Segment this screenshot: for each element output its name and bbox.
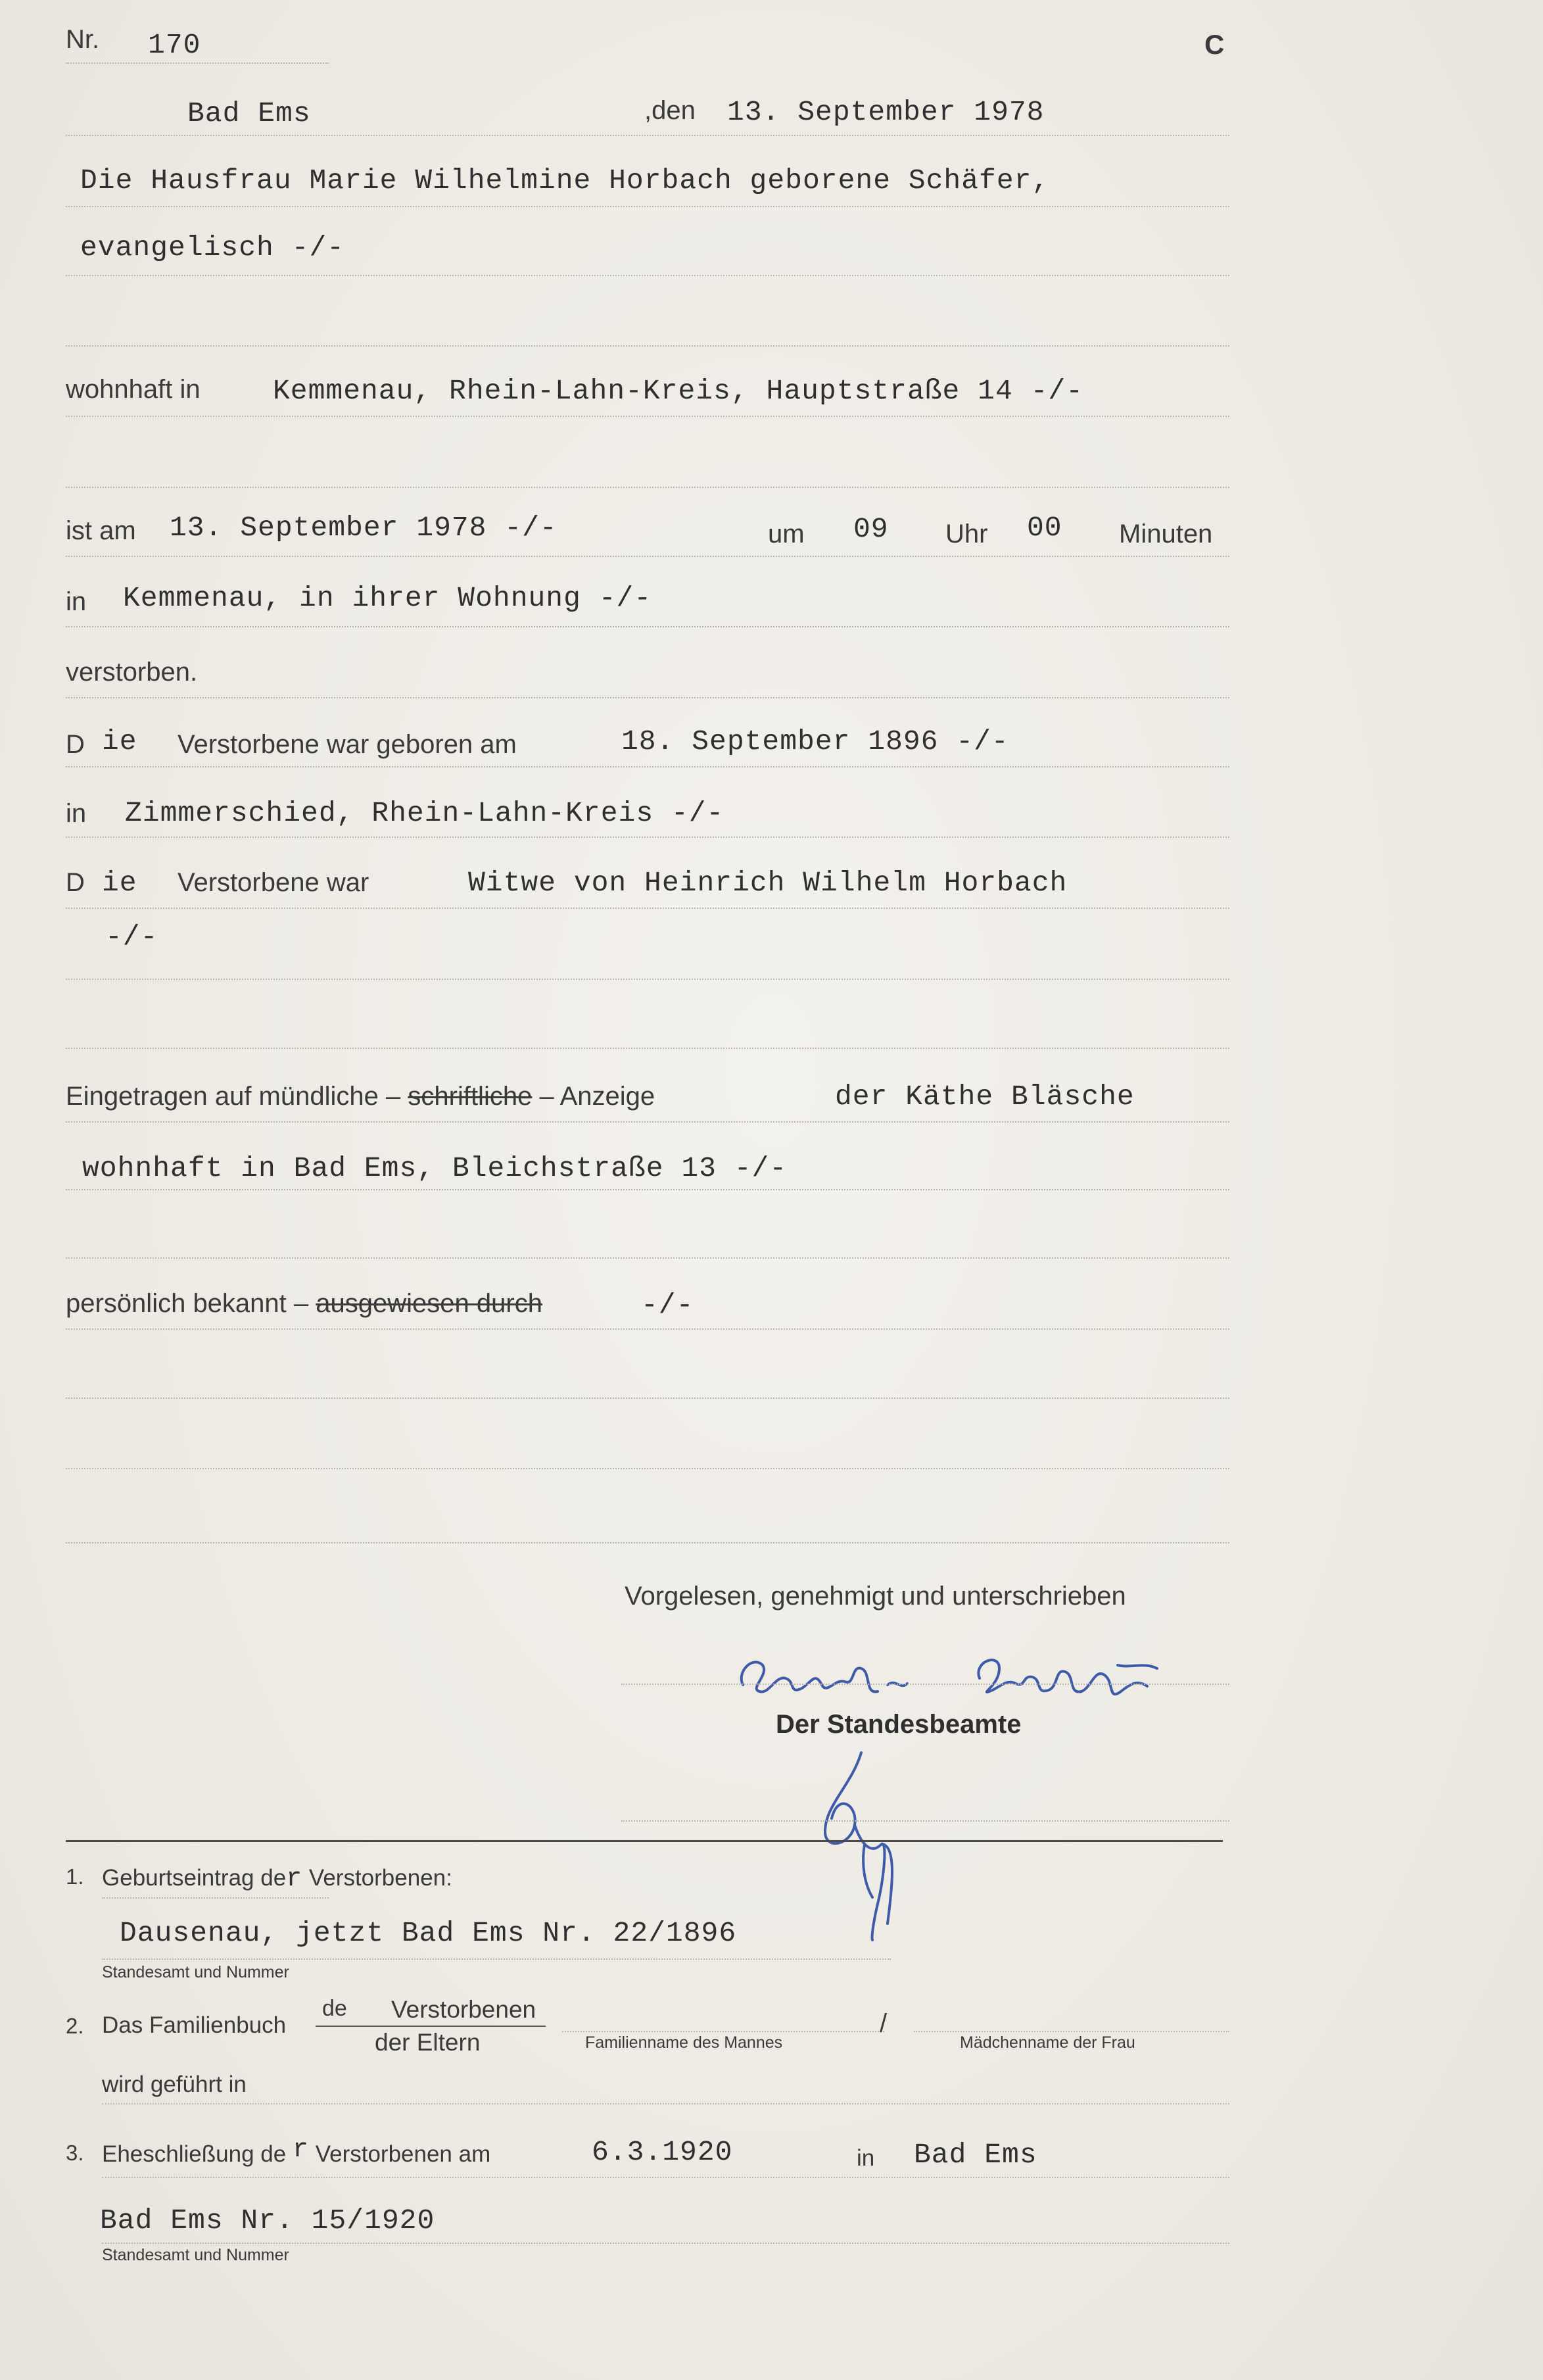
status-continuation: -/- (105, 921, 158, 953)
note-3-number: 3. (66, 2141, 84, 2165)
um-label: um (768, 520, 805, 548)
marriage-entry: Bad Ems Nr. 15/1920 (100, 2204, 435, 2237)
death-hour: 09 (853, 513, 889, 545)
closing-statement: Vorgelesen, genehmigt und unterschrieben (625, 1582, 1126, 1611)
familienbuch-de: de (322, 1996, 347, 2021)
birth-place: Zimmerschied, Rhein-Lahn-Kreis -/- (125, 797, 724, 829)
rule (66, 556, 1229, 557)
identification-value: -/- (641, 1289, 694, 1321)
d-label: D (66, 730, 85, 759)
identification-label-a: persönlich bekannt – (66, 1289, 309, 1318)
deceased-name: Die Hausfrau Marie Wilhelmine Horbach geborene Schäfer, (80, 164, 1050, 197)
report-struck-option: schriftliche (408, 1082, 533, 1111)
slash-separator: / (880, 2009, 888, 2038)
rule (66, 1048, 1229, 1049)
minuten-label: Minuten (1119, 520, 1213, 548)
rule (562, 2031, 884, 2032)
status-label: Verstorbene war (178, 868, 369, 897)
rule (621, 1684, 1229, 1685)
born-label: Verstorbene war geboren am (178, 730, 517, 759)
informant-address: wohnhaft in Bad Ems, Bleichstraße 13 -/- (82, 1152, 788, 1184)
den-label: ,den (644, 96, 696, 125)
standesamt-caption: Standesamt und Nummer (102, 1963, 289, 1981)
divider (66, 1840, 1223, 1842)
rule (66, 697, 1229, 698)
death-date-label: ist am (66, 516, 136, 545)
registry-date: 13. September 1978 (727, 96, 1045, 128)
rule (66, 275, 1229, 276)
death-minutes: 00 (1027, 512, 1062, 544)
registrar-title: Der Standesbeamte (776, 1710, 1022, 1739)
marriage-in-label: in (857, 2145, 875, 2171)
registry-place: Bad Ems (187, 97, 311, 130)
rule (66, 1397, 1229, 1399)
marriage-label-b: Verstorbenen am (315, 2141, 491, 2167)
rule (66, 1468, 1229, 1469)
fraction-line (316, 2026, 546, 2027)
birth-entry-label-a: Geburtseintrag de (102, 1865, 287, 1891)
form-letter: C (1204, 29, 1225, 60)
rule (66, 206, 1229, 207)
birth-entry-value: Dausenau, jetzt Bad Ems Nr. 22/1896 (120, 1917, 737, 1949)
rule (66, 345, 1229, 347)
rule (66, 626, 1229, 627)
report-label-a: Eingetragen auf mündliche – (66, 1082, 401, 1111)
residence-label: wohnhaft in (66, 375, 201, 404)
option-eltern: der Eltern (375, 2029, 481, 2056)
rule (66, 487, 1229, 488)
rule (102, 1897, 329, 1899)
deceased-religion: evangelisch -/- (80, 231, 345, 264)
marriage-suffix: r (292, 2135, 309, 2165)
rule (66, 1257, 1229, 1259)
d-label: D (66, 868, 85, 897)
report-label (66, 1082, 655, 1111)
identification-label (66, 1289, 542, 1319)
birth-in-label: in (66, 799, 87, 828)
report-label-b: – Anzeige (539, 1082, 655, 1111)
birth-date: 18. September 1896 -/- (621, 725, 1009, 758)
rule (66, 979, 1229, 980)
residence-value: Kemmenau, Rhein-Lahn-Kreis, Hauptstraße 14 -/- (273, 375, 1083, 407)
rule (102, 2177, 1229, 2178)
husband-surname-caption: Familienname des Mannes (585, 2033, 783, 2052)
birth-entry-label-b: Verstorbenen: (308, 1865, 452, 1891)
marriage-date: 6.3.1920 (592, 2136, 733, 2168)
wife-maiden-name-caption: Mädchenname der Frau (960, 2033, 1135, 2052)
verstorben-label: verstorben. (66, 658, 198, 687)
marriage-label (102, 2135, 491, 2170)
article-suffix: ie (102, 725, 137, 758)
birth-entry-label (102, 1864, 452, 1894)
rule (102, 1958, 891, 1960)
rule (66, 1542, 1229, 1543)
note-1-number: 1. (66, 1864, 84, 1889)
record-number: 170 (148, 29, 201, 61)
rule (66, 837, 1229, 838)
informant: der Käthe Bläsche (835, 1081, 1135, 1113)
death-date: 13. September 1978 -/- (170, 512, 558, 544)
marital-status: Witwe von Heinrich Wilhelm Horbach (468, 867, 1068, 899)
rule (66, 1189, 1229, 1190)
rule (66, 908, 1229, 909)
uhr-label: Uhr (945, 520, 988, 548)
option-verstorbenen: Verstorbenen (391, 1996, 536, 2023)
death-place: Kemmenau, in ihrer Wohnung -/- (123, 582, 652, 614)
rule (66, 1121, 1229, 1123)
rule (102, 2103, 1229, 2104)
death-in-label: in (66, 587, 87, 616)
birth-entry-suffix: r (286, 1864, 303, 1894)
gefuehrt-label: wird geführt in (102, 2072, 247, 2097)
rule (914, 2031, 1229, 2032)
rule (66, 135, 1229, 136)
marriage-place: Bad Ems (914, 2139, 1037, 2171)
familienbuch-label: Das Familienbuch (102, 2012, 287, 2038)
rule (66, 1328, 1229, 1330)
registrar-signature (799, 1746, 917, 1943)
article-suffix: ie (102, 867, 137, 899)
informant-signature (723, 1639, 1210, 1711)
rule (102, 2243, 1229, 2244)
standesamt-caption: Standesamt und Nummer (102, 2246, 289, 2264)
identification-struck-option: ausgewiesen durch (316, 1289, 542, 1318)
rule (66, 62, 329, 64)
note-2-number: 2. (66, 2014, 84, 2038)
rule (66, 766, 1229, 767)
marriage-label-a: Eheschließung de (102, 2141, 287, 2167)
rule (66, 416, 1229, 417)
nr-label: Nr. (66, 25, 100, 54)
rule (621, 1820, 1229, 1822)
